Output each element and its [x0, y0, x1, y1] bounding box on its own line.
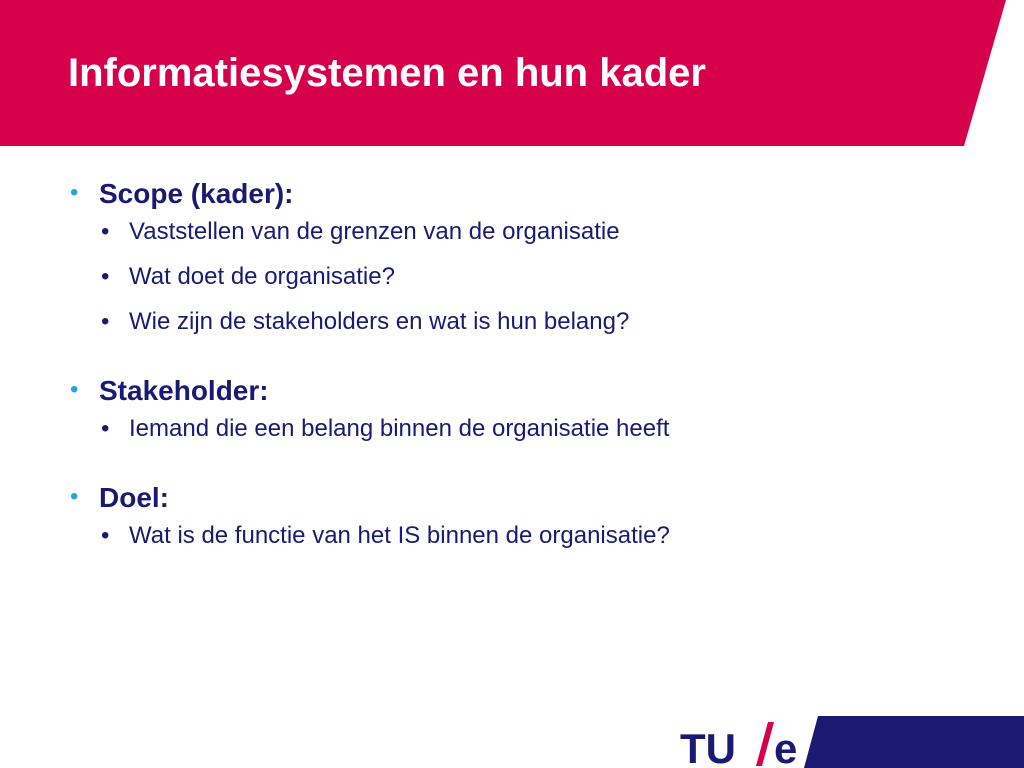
- sub-bullet-text: Wat is de functie van het IS binnen de organisatie?: [129, 521, 670, 549]
- sub-bullet-icon: •: [101, 262, 110, 290]
- sub-bullet-list: [99, 218, 970, 336]
- logo-text-e: e: [774, 725, 798, 768]
- bullet-icon: •: [70, 375, 79, 403]
- sub-bullet-item: [99, 522, 970, 551]
- sub-bullet-icon: •: [101, 521, 110, 549]
- bullet-heading: Stakeholder:: [99, 374, 269, 406]
- slide-title: Informatiesystemen en hun kader: [68, 51, 706, 95]
- sub-bullet-text: Vaststellen van de grenzen van de organisatie: [129, 218, 620, 246]
- bullet-list: [70, 178, 970, 551]
- bullet-heading: Doel:: [99, 481, 169, 513]
- sub-bullet-icon: •: [101, 307, 110, 335]
- logo-text-tu: TU: [680, 725, 736, 768]
- bullet-item-doel: [70, 482, 970, 551]
- logo-blue-band: [804, 716, 1024, 768]
- sub-bullet-item: [99, 308, 970, 337]
- tue-logo: [676, 716, 1024, 768]
- sub-bullet-item: [99, 218, 970, 247]
- sub-bullet-item: [99, 415, 970, 444]
- bullet-icon: •: [70, 482, 79, 510]
- sub-bullet-text: Wat doet de organisatie?: [129, 262, 395, 290]
- bullet-heading: Scope (kader):: [99, 178, 294, 209]
- sub-bullet-text: Wie zijn de stakeholders en wat is hun belang?: [129, 307, 630, 335]
- bullet-item-scope: [70, 178, 970, 337]
- logo-slash: [756, 722, 774, 766]
- sub-bullet-text: Iemand die een belang binnen de organisatie heeft: [129, 414, 670, 442]
- sub-bullet-item: [99, 263, 970, 292]
- sub-bullet-icon: •: [101, 218, 110, 246]
- bullet-icon: •: [70, 179, 79, 206]
- sub-bullet-list: [99, 522, 970, 551]
- sub-bullet-icon: •: [101, 414, 110, 442]
- sub-bullet-list: [99, 415, 970, 444]
- bullet-item-stakeholder: [70, 375, 970, 444]
